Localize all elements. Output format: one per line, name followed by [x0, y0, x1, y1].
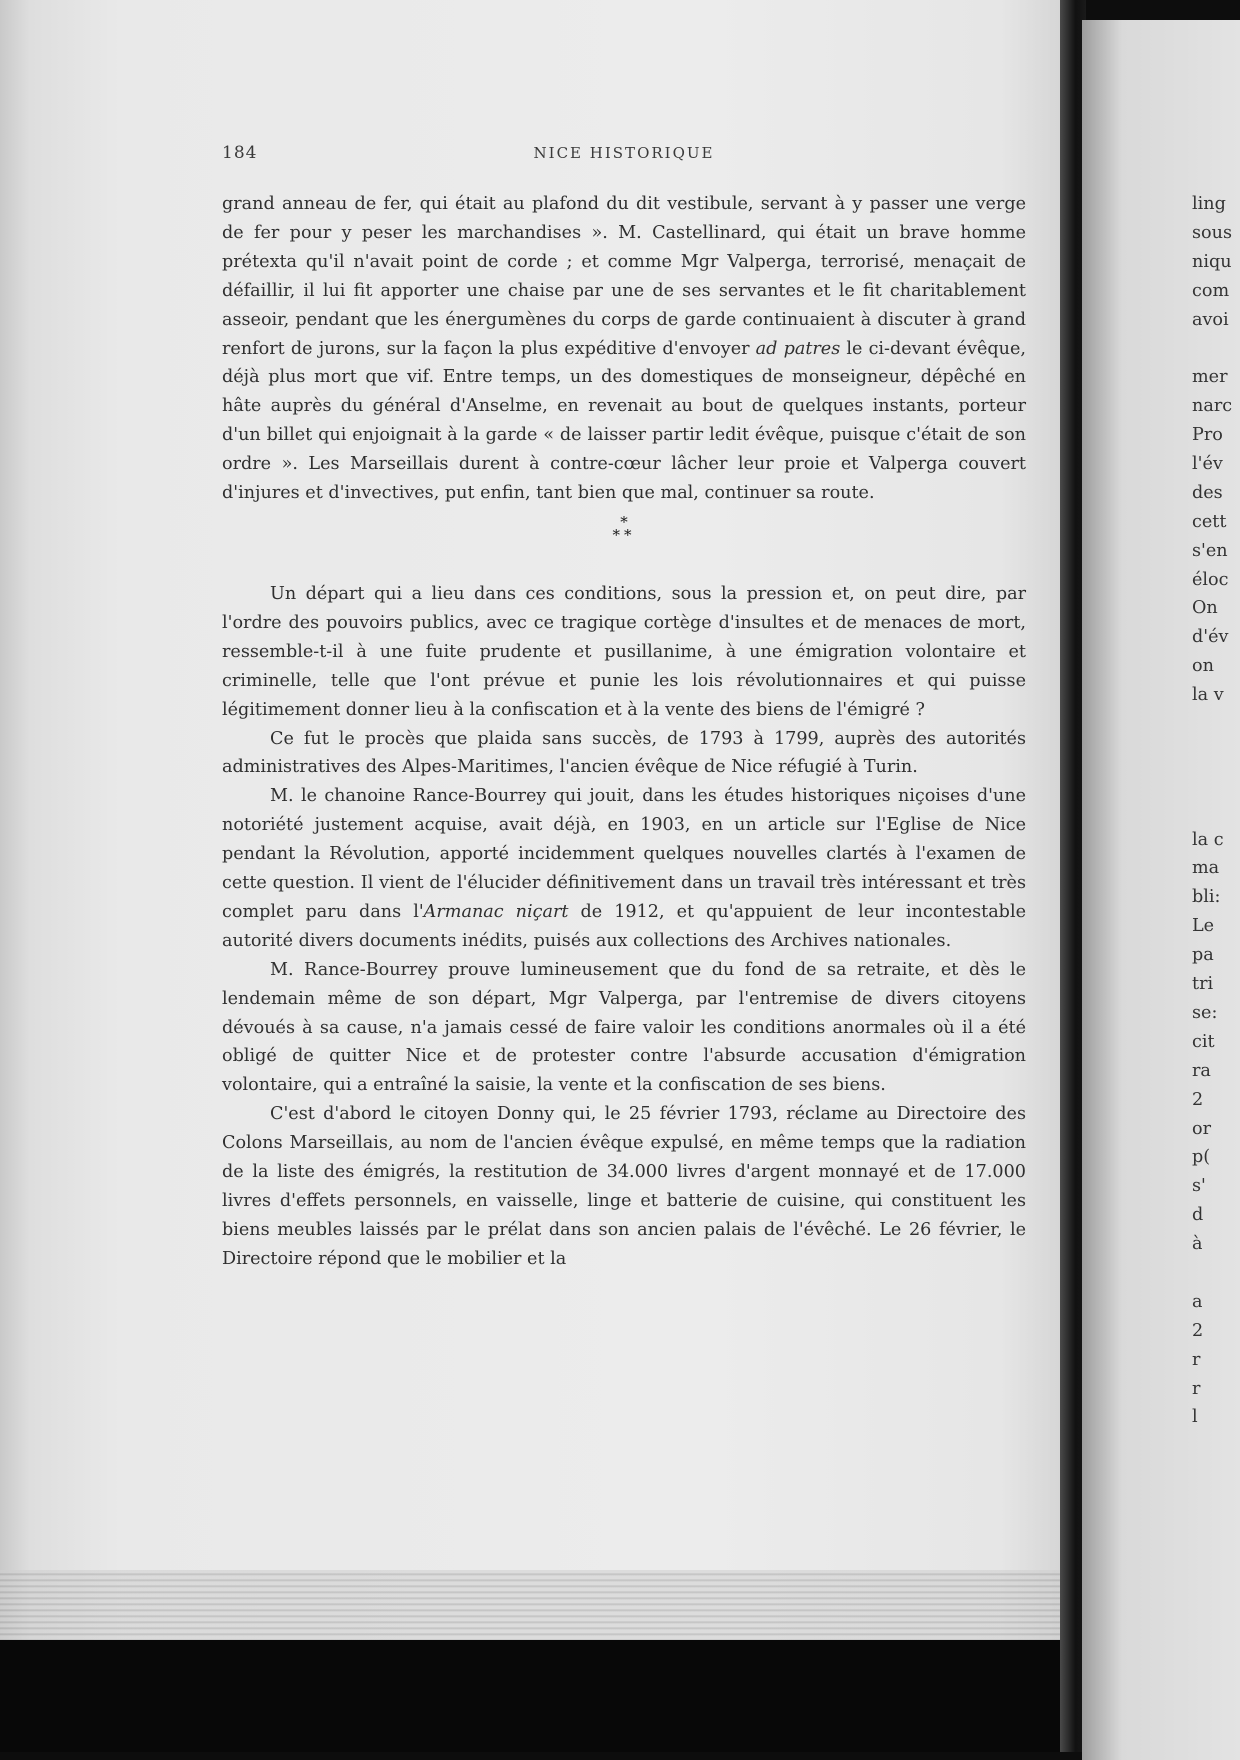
page-header	[222, 143, 1026, 173]
facing-page-fragment: ling	[1192, 194, 1226, 214]
paragraph-text: M. le chanoine Rance-Bourrey qui jouit, dans les études historiques niçoises d'une notoriété justement acquise, avait déjà, en 1903, en un article sur l'Eglise de Nice pendant la Révolution, apporté incidemment quelques nouvelles clartés à l'examen de cette question. Il vient de l'élucider définitivement dans un travail très intéressant et très complet paru dans l'	[222, 786, 1026, 922]
facing-page-fragment: ra	[1192, 1060, 1211, 1081]
facing-page-fragment	[1192, 334, 1240, 363]
facing-page-fragment	[1192, 797, 1240, 826]
paragraph-text: le ci-devant évêque, déjà plus mort que vif. Entre temps, un des domestiques de monseigneur, dépêché en hâte auprès du général d'Anselme, en revenait au bout de quelques instants, porteur d'un billet qui enjoignait à la garde « de laisser partir ledit évêque, puisque c'était de son ordre ». Les Marseillais durent à contre-cœur lâcher leur proie et Valperga couvert d'injures et d'invectives, put enfin, tant bien que mal, continuer sa route.	[222, 338, 1026, 504]
facing-page-fragment	[1192, 710, 1240, 739]
facing-page-fragment: p(	[1192, 1147, 1211, 1168]
facing-page-fragment: a	[1192, 1291, 1203, 1312]
paragraph-text: grand anneau de fer, qui était au plafond du dit vestibule, servant à y passer une verge de fer pour y peser les marchandises ». M. Castellinard, qui était un brave homme prétexta qu'il n'avait point de corde ; et comme Mgr Valperga, terrorisé, menaçait de défaillir, il lui fit apporter une chaise par une de ses servantes et le fit charitablement asseoir, pendant que les énergumènes du corps de garde continuaient à discuter à grand renfort de jurons, sur la façon la plus expéditive d'envoyer	[222, 194, 1026, 359]
facing-page-fragment: l'év	[1192, 454, 1223, 475]
paragraph-text: de 1912, et qu'appuient de leur incontestable autorité divers documents inédits, puisés aux collections des Archives nationales.	[222, 901, 1026, 951]
facing-page-fragment	[1192, 1259, 1240, 1288]
facing-page-fragment: d	[1192, 1205, 1204, 1226]
facing-page-fragment: s'en	[1192, 540, 1228, 561]
facing-page-fragment: narc	[1192, 396, 1233, 417]
facing-page-fragment: l	[1192, 1407, 1198, 1428]
facing-page-fragment: éloc	[1192, 569, 1229, 590]
paragraph-continued	[222, 190, 1026, 508]
facing-page-fragment: se:	[1192, 1002, 1218, 1023]
italic-title: Armanac niçart	[423, 901, 569, 922]
paragraph	[222, 782, 1026, 955]
facing-page-fragment: r	[1192, 1378, 1201, 1399]
facing-page-fragment: ma	[1192, 858, 1220, 879]
facing-page-fragment: 2	[1192, 1089, 1204, 1110]
paragraph: M. Rance-Bourrey prouve lumineusement que du fond de sa retraite, et dès le lendemain même de son départ, Mgr Valperga, par l'entremise de divers citoyens dévoués à sa cause, n'a jamais cessé de faire valoir les conditions anormales où il a été obligé de quitter Nice et de protester contre l'absurde accusation d'émigration volontaire, qui a entraîné la saisie, la vente et la confiscation de ses biens.	[222, 959, 1026, 1096]
facing-page-fragment: s'	[1192, 1176, 1206, 1197]
facing-page-fragment: sous	[1192, 222, 1232, 243]
running-title: NICE HISTORIQUE	[533, 144, 715, 162]
body-text	[222, 190, 1026, 1274]
page-stack-edges	[0, 1570, 1068, 1640]
section-separator-asterism	[222, 508, 1026, 580]
facing-page-fragment: Pro	[1192, 425, 1223, 446]
facing-page-fragment: niqu	[1192, 251, 1232, 272]
facing-page-fragment: bli:	[1192, 887, 1221, 908]
page-number: 184	[222, 143, 258, 163]
facing-page-fragment: mer	[1192, 367, 1228, 388]
facing-page-fragment: la v	[1192, 685, 1224, 706]
facing-page-fragment	[1192, 739, 1240, 768]
facing-page-fragment: r	[1192, 1349, 1201, 1370]
paragraph: Un départ qui a lieu dans ces conditions, sous la pression et, on peut dire, par l'ordre des pouvoirs publics, avec ce tragique cortège d'insultes et de menaces de mort, ressemble-t-il à une fuite prudente et pusillanime, à une émigration volontaire et criminelle, telle que l'ont prévue et punie les lois révolutionnaires et qui puisse légitimement donner lieu à la confiscation et à la vente des biens de l'émigré ?	[222, 583, 1026, 720]
facing-page-fragment: on	[1192, 656, 1214, 677]
facing-page-fragment: des	[1192, 482, 1223, 503]
asterism-bottom: **	[612, 525, 636, 544]
facing-page-fragment: d'év	[1192, 627, 1229, 648]
facing-page-fragment: or	[1192, 1118, 1212, 1139]
asterism-top: *	[620, 512, 628, 531]
facing-page-fragment: cett	[1192, 511, 1227, 532]
facing-page-fragment: 2	[1192, 1320, 1204, 1341]
facing-page-fragment: com	[1192, 280, 1230, 301]
facing-page-fragment: avoi	[1192, 309, 1229, 330]
facing-page-fragment: On	[1192, 598, 1218, 619]
facing-page-fragment: tri	[1192, 974, 1214, 995]
scan-bottom-border	[0, 1640, 1060, 1752]
facing-page-fragment: pa	[1192, 945, 1214, 966]
paragraph: C'est d'abord le citoyen Donny qui, le 25 février 1793, réclame au Directoire des Colons Marseillais, au nom de l'ancien évêque expulsé, en même temps que la radiation de la liste des émigrés, la restitution de 34.000 livres d'argent monnayé et de 17.000 livres d'effets personnels, en vaisselle, linge et batterie de cuisine, qui constituent les biens meubles laissés par le prélat dans son ancien palais de l'évêché. Le 26 février, le Directoire répond que le mobilier et la	[222, 1104, 1026, 1269]
facing-page-text-fragments	[1192, 190, 1240, 1432]
facing-page-fragment: la c	[1192, 829, 1224, 850]
facing-page-fragment: Le	[1192, 916, 1215, 937]
facing-page-fragment: cit	[1192, 1031, 1215, 1052]
italic-phrase: ad patres	[755, 338, 841, 359]
paragraph: Ce fut le procès que plaida sans succès, de 1793 à 1799, auprès des autorités administratives des Alpes-Maritimes, l'ancien évêque de Nice réfugié à Turin.	[222, 728, 1026, 778]
facing-page-fragment	[1192, 768, 1240, 797]
facing-page-fragment: à	[1192, 1234, 1203, 1255]
